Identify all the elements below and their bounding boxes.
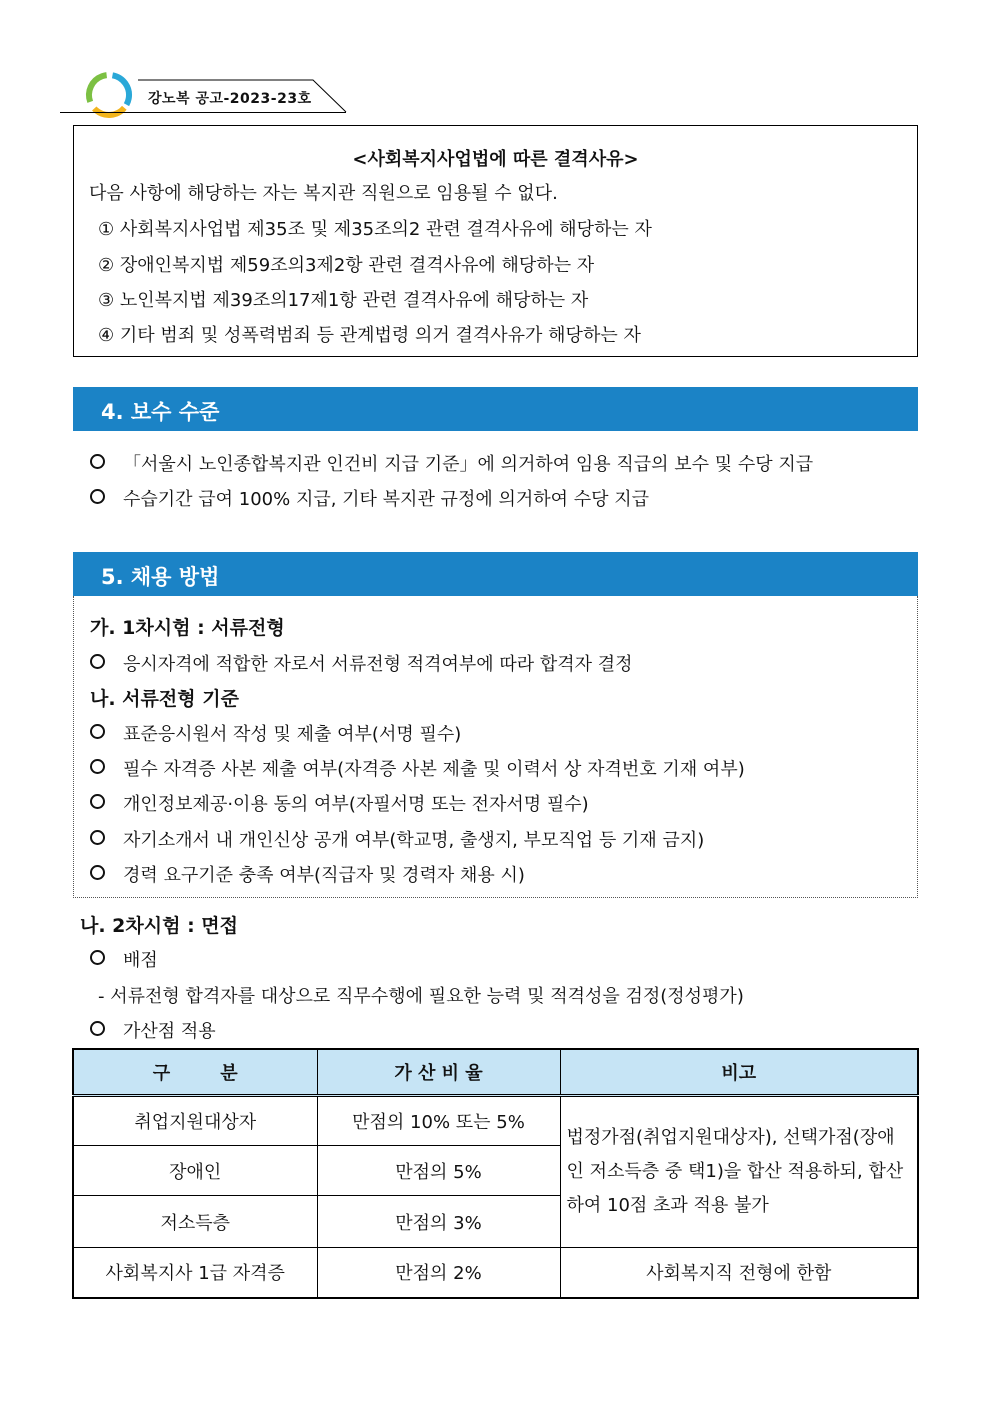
circle-bullet-icon — [90, 724, 105, 739]
scoring-label: 배점 — [123, 950, 158, 971]
section-5-header — [73, 552, 918, 596]
section-5-title: 5. 채용 방법 — [101, 565, 220, 589]
salary-bullet — [90, 450, 813, 476]
row-note: 사회복지직 전형에 한함 — [560, 1248, 918, 1298]
row-category: 장애인 — [73, 1146, 317, 1196]
bonus-bullet — [90, 1017, 216, 1043]
disqualification-intro: 다음 사항에 해당하는 자는 복지관 직원으로 임용될 수 없다. — [89, 183, 558, 204]
salary-bullet — [90, 485, 649, 511]
header-category: 구 분 — [73, 1049, 317, 1096]
row-rate: 만점의 10% 또는 5% — [317, 1096, 560, 1146]
circle-bullet-icon — [90, 759, 105, 774]
document-screening-box — [73, 596, 918, 898]
table-header-row — [73, 1049, 918, 1096]
criteria-bullet — [90, 790, 589, 816]
criteria-bullet-text: 개인정보제공·이용 동의 여부(자필서명 또는 전자서명 필수) — [123, 794, 589, 815]
scoring-bullet — [90, 946, 158, 972]
stage1-bullet-text: 응시자격에 적합한 자로서 서류전형 적격여부에 따라 합격자 결정 — [123, 654, 633, 675]
row-category: 취업지원대상자 — [73, 1096, 317, 1146]
disqualification-title: <사회복지사업법에 따른 결격사유> — [352, 149, 639, 170]
row-rate: 만점의 5% — [317, 1146, 560, 1196]
notice-number: 강노복 공고-2023-23호 — [148, 91, 312, 107]
header-note: 비고 — [560, 1049, 918, 1096]
salary-bullet-text: 수습기간 급여 100% 지급, 기타 복지관 규정에 의거하여 수당 지급 — [123, 489, 649, 510]
salary-bullet-text: 「서울시 노인종합복지관 인건비 지급 기준」에 의거하여 임용 직급의 보수 및 수당 지급 — [123, 454, 814, 475]
scoring-detail: - 서류전형 합격자를 대상으로 직무수행에 필요한 능력 및 적격성을 검정(정성평가) — [98, 986, 744, 1007]
table-row — [73, 1248, 918, 1298]
criteria-bullet-text: 표준응시원서 작성 및 제출 여부(서명 필수) — [123, 724, 462, 745]
bonus-label: 가산점 적용 — [123, 1021, 216, 1042]
circle-bullet-icon — [90, 654, 105, 669]
header-underline — [60, 112, 346, 113]
row-rate: 만점의 3% — [317, 1196, 560, 1248]
criteria-bullet-text: 자기소개서 내 개인신상 공개 여부(학교명, 출생지, 부모직업 등 기재 금지) — [123, 830, 705, 851]
criteria-heading: 나. 서류전형 기준 — [90, 688, 239, 710]
criteria-bullet-text: 필수 자격증 사본 제출 여부(자격증 사본 제출 및 이력서 상 자격번호 기재 여부) — [123, 759, 745, 780]
stage1-heading: 가. 1차시험 : 서류전형 — [90, 617, 285, 639]
criteria-bullet — [90, 720, 461, 746]
stage2-heading: 나. 2차시험 : 면접 — [80, 915, 239, 937]
table-row — [73, 1096, 918, 1146]
row-note-merged: 법정가점(취업지원대상자), 선택가점(장애인 저소득층 중 택1)을 합산 적용하되, 합산하여 10점 초과 적용 불가 — [560, 1096, 918, 1248]
disqualification-item: ① 사회복지사업법 제35조 및 제35조의2 관련 결격사유에 해당하는 자 — [98, 219, 652, 240]
circle-bullet-icon — [90, 1021, 105, 1036]
stage1-bullet — [90, 650, 633, 676]
criteria-bullet — [90, 755, 745, 781]
criteria-bullet — [90, 861, 525, 887]
row-category: 저소득층 — [73, 1196, 317, 1248]
circle-bullet-icon — [90, 454, 105, 469]
row-category: 사회복지사 1급 자격증 — [73, 1248, 317, 1298]
section-4-header — [73, 387, 918, 431]
bonus-points-table — [72, 1048, 919, 1299]
circle-bullet-icon — [90, 489, 105, 504]
circle-bullet-icon — [90, 865, 105, 880]
criteria-bullet — [90, 826, 704, 852]
disqualification-item: ③ 노인복지법 제39조의17제1항 관련 결격사유에 해당하는 자 — [98, 290, 589, 311]
section-4-title: 4. 보수 수준 — [101, 400, 220, 424]
criteria-bullet-text: 경력 요구기준 충족 여부(직급자 및 경력자 채용 시) — [123, 865, 525, 886]
disqualification-box — [73, 125, 918, 357]
row-rate: 만점의 2% — [317, 1248, 560, 1298]
disqualification-item: ② 장애인복지법 제59조의3제2항 관련 결격사유에 해당하는 자 — [98, 255, 595, 276]
circle-bullet-icon — [90, 794, 105, 809]
disqualification-item: ④ 기타 범죄 및 성폭력범죄 등 관계법령 의거 결격사유가 해당하는 자 — [98, 325, 641, 346]
header-rate: 가 산 비 율 — [317, 1049, 560, 1096]
circle-bullet-icon — [90, 950, 105, 965]
circle-bullet-icon — [90, 830, 105, 845]
